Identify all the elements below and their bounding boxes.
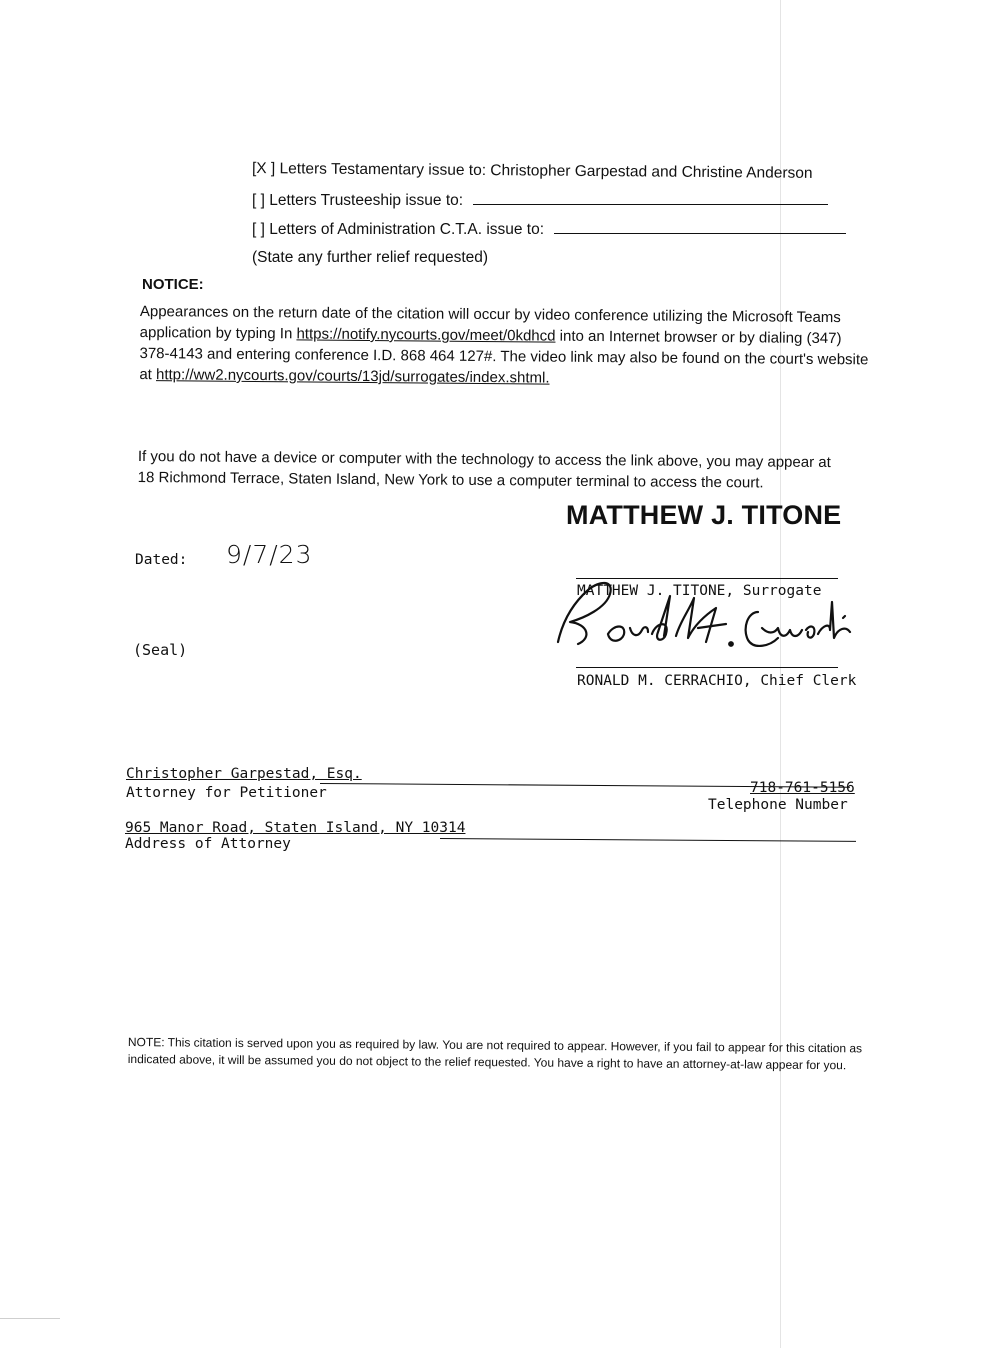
dated-handwritten-value: 9/7/23	[226, 540, 313, 569]
page-corner-mark	[0, 1318, 60, 1319]
clerk-signature-rule	[576, 667, 838, 668]
letters-testamentary-line: [X ] Letters Testamentary issue to: Christopher Garpestad and Christine Anderson	[251, 160, 813, 182]
attorney-phone: 718-761-5156	[750, 780, 855, 796]
address-label: Address of Attorney	[125, 836, 291, 852]
seal-placeholder: (Seal)	[133, 641, 188, 659]
clerk-title-line: RONALD M. CERRACHIO, Chief Clerk	[577, 673, 857, 689]
attorney-address: 965 Manor Road, Staten Island, NY 10314	[125, 820, 466, 836]
notice-text-prefix: Appearances on the return date of the citation will occur by video conference utilizing the Microsoft Teams application by typing In	[139, 302, 841, 343]
notice-heading: NOTICE:	[142, 276, 204, 293]
further-relief-note: (State any further relief requested)	[252, 249, 489, 266]
attorney-name-label: Attorney for Petitioner	[126, 785, 327, 801]
in-person-paragraph: If you do not have a device or computer with the technology to access the link above, you may appear at 18 Richmond Terrace, Staten Island, New York to use a computer terminal to access the court.	[137, 447, 831, 492]
trusteeship-blank-line	[473, 190, 828, 205]
notice-text-suffix: into an Internet browser or by dialing (347) 378-4143 and entering conference I.D. 868 464 127#. The video link may also be found on the court's website at	[139, 327, 869, 384]
notice-paragraph	[139, 301, 870, 391]
surrogate-name-stamp: MATTHEW J. TITONE	[566, 500, 842, 530]
teams-meeting-link[interactable]: https://notify.nycourts.gov/meet/0kdhcd	[296, 325, 556, 345]
attorney-name: Christopher Garpestad, Esq.	[126, 766, 362, 782]
clerk-signature-image	[548, 572, 860, 672]
letters-trusteeship-label: [ ] Letters Trusteeship issue to:	[252, 192, 464, 209]
administration-blank-line	[554, 219, 846, 234]
letters-administration-label: [ ] Letters of Administration C.T.A. issue to:	[252, 221, 545, 238]
telephone-label: Telephone Number	[708, 797, 848, 813]
footer-note: NOTE: This citation is served upon you as required by law. You are not required to appear. However, if you fail to appear for this citation as indicated above, it will be assumed you do not object to the relief requested. You have a right to have an attorney-at-law appear for you.	[127, 1035, 863, 1073]
surrogate-title-line: MATTHEW J. TITONE, Surrogate	[577, 583, 822, 599]
letters-trusteeship-row	[252, 190, 828, 210]
letters-administration-row	[252, 219, 846, 239]
address-rule	[440, 838, 856, 842]
court-website-link[interactable]: http://ww2.nycourts.gov/courts/13jd/surrogates/index.shtml.	[155, 366, 550, 387]
dated-label: Dated:	[135, 552, 188, 568]
